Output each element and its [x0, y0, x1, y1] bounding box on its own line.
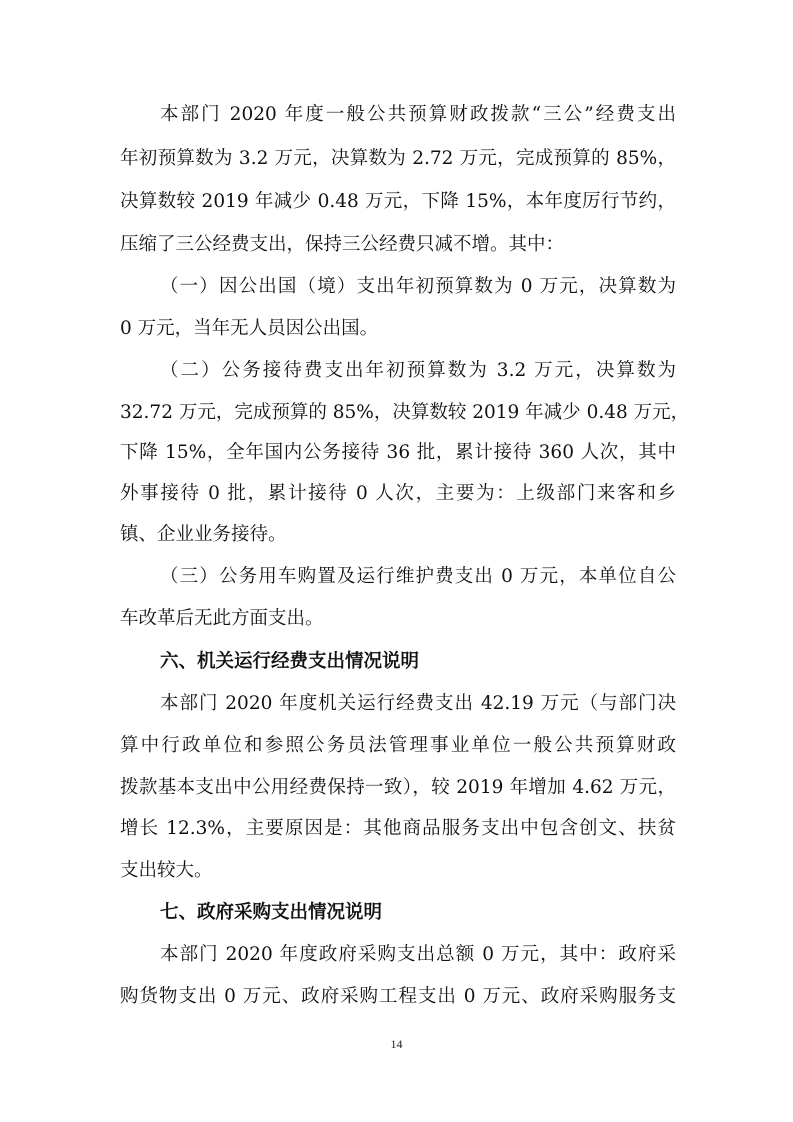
paragraph-line: 下降 15%，全年国内公务接待 36 批，累计接待 360 人次，其中 [120, 442, 676, 463]
section-heading: 六、机关运行经费支出情况说明 [160, 651, 420, 672]
paragraph-line: 镇、企业业务接待。 [120, 524, 287, 545]
paragraph-line: 压缩了三公经费支出，保持三公经费只减不增。其中： [120, 234, 565, 255]
paragraph-line: （二）公务接待费支出年初预算数为 3.2 万元，决算数为 [160, 360, 676, 381]
paragraph-line: 0 万元，当年无人员因公出国。 [120, 318, 379, 339]
paragraph-line: 购货物支出 0 万元、政府采购工程支出 0 万元、政府采购服务支 [120, 986, 676, 1007]
paragraph-line: 本部门 2020 年度机关运行经费支出 42.19 万元（与部门决 [160, 693, 676, 714]
page-number: 14 [390, 1037, 403, 1051]
paragraph-line: 决算数较 2019 年减少 0.48 万元，下降 15%，本年度厉行节约， [120, 191, 676, 212]
paragraph-line: 外事接待 0 批，累计接待 0 人次，主要为：上级部门来客和乡 [120, 483, 676, 504]
paragraph-line: 增长 12.3%，主要原因是：其他商品服务支出中包含创文、扶贫 [120, 818, 676, 839]
paragraph-line: 本部门 2020 年度政府采购支出总额 0 万元，其中：政府采 [160, 944, 676, 965]
paragraph-line: 拨款基本支出中公用经费保持一致），较 2019 年增加 4.62 万元， [120, 777, 676, 798]
paragraph-line: （一）因公出国（境）支出年初预算数为 0 万元，决算数为 [160, 276, 676, 297]
paragraph-line: 支出较大。 [120, 860, 213, 881]
paragraph-line: （三）公务用车购置及运行维护费支出 0 万元，本单位自公 [160, 566, 676, 587]
paragraph-line: 本部门 2020 年度一般公共预算财政拨款“三公”经费支出 [160, 104, 676, 125]
paragraph-line: 算中行政单位和参照公务员法管理事业单位一般公共预算财政 [120, 735, 676, 756]
paragraph-line: 车改革后无此方面支出。 [120, 608, 324, 629]
paragraph-line: 年初预算数为 3.2 万元，决算数为 2.72 万元，完成预算的 85%， [120, 148, 676, 169]
section-heading: 七、政府采购支出情况说明 [160, 902, 383, 923]
paragraph-line: 32.72 万元，完成预算的 85%，决算数较 2019 年减少 0.48 万元， [120, 402, 690, 423]
